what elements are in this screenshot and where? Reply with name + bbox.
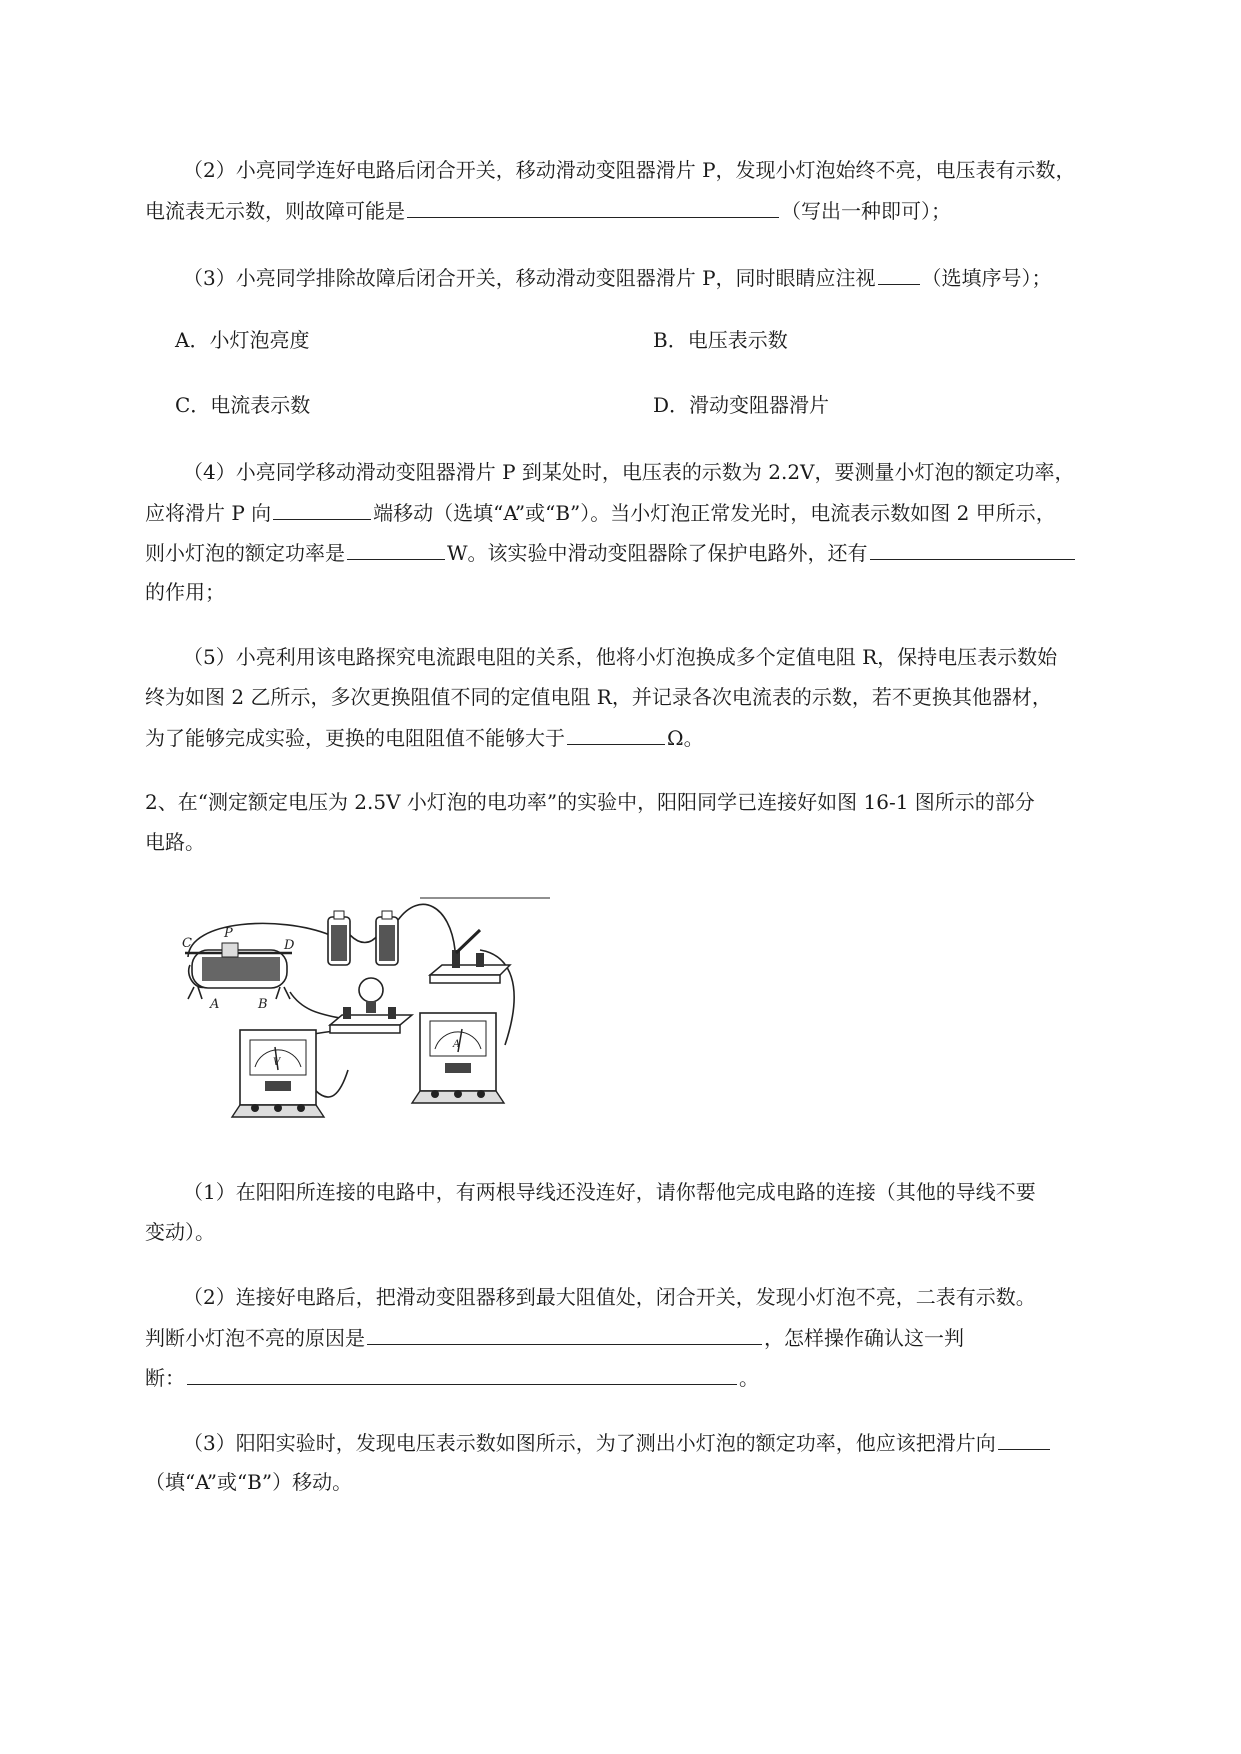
q1-p5-line2: 终为如图 2 乙所示，多次更换阻值不同的定值电阻 R，并记录各次电流表的示数，若不更换其他器材， — [145, 685, 1052, 709]
q1-p4-text: 则小灯泡的额定功率是 — [145, 541, 345, 565]
wire — [290, 992, 348, 1020]
q2-intro-line2: 电路。 — [145, 830, 205, 854]
q1-p2-line2 — [145, 195, 951, 226]
option-a: A．小灯泡亮度 — [175, 328, 310, 352]
q2-p3-line1 — [183, 1427, 1052, 1458]
q2-p2-text: 断： — [145, 1366, 185, 1390]
q1-p3-text: （3）小亮同学排除故障后闭合开关，移动滑动变阻器滑片 P，同时眼睛应注视 — [183, 266, 876, 290]
q1-p5-line3 — [145, 722, 704, 753]
answer-blank[interactable] — [347, 537, 445, 560]
answer-blank[interactable] — [998, 1427, 1050, 1450]
q1-p3-text: （选填序号）； — [921, 266, 1052, 290]
q1-p4-line4: 的作用； — [145, 580, 225, 604]
q1-p5-text: Ω。 — [667, 726, 704, 750]
q2-p2-text: ，怎样操作确认这一判 — [764, 1326, 964, 1350]
ammeter-icon — [412, 1013, 504, 1103]
q1-p4-text: 应将滑片 P 向 — [145, 501, 272, 525]
q1-p2-text: 电流表无示数，则故障可能是 — [145, 199, 405, 223]
answer-blank[interactable] — [870, 537, 1075, 560]
q2-p2-line2 — [145, 1322, 964, 1353]
q2-p3-text: （3）阳阳实验时，发现电压表示数如图所示，为了测出小灯泡的额定功率，他应该把滑片向 — [183, 1431, 996, 1455]
answer-blank[interactable] — [407, 195, 779, 218]
bulb-icon — [330, 978, 412, 1033]
option-b: B．电压表示数 — [653, 328, 788, 352]
wire — [350, 935, 378, 943]
option-c: C．电流表示数 — [175, 393, 311, 417]
q1-p4-line3 — [145, 537, 1077, 568]
answer-blank[interactable] — [367, 1322, 762, 1345]
q2-p2-text: 判断小灯泡不亮的原因是 — [145, 1326, 365, 1350]
wire — [398, 904, 455, 950]
answer-blank[interactable] — [878, 262, 920, 285]
label-b: B — [258, 997, 268, 1012]
wire — [315, 1070, 348, 1097]
answer-blank[interactable] — [567, 722, 665, 745]
label-d: D — [284, 938, 295, 953]
option-d: D．滑动变阻器滑片 — [653, 393, 830, 417]
label-p: P — [224, 926, 233, 941]
q1-p4-line2 — [145, 497, 1056, 528]
q1-p2-text: （写出一种即可）； — [781, 199, 951, 223]
q1-p4-text: W。该实验中滑动变阻器除了保护电路外，还有 — [447, 541, 868, 565]
q1-p4-line1: （4）小亮同学移动滑动变阻器滑片 P 到某处时，电压表的示数为 2.2V，要测量小灯泡的额定功率， — [183, 460, 1075, 484]
q1-p5-text: 为了能够完成实验，更换的电阻阻值不能够大于 — [145, 726, 565, 750]
q2-p1-line1: （1）在阳阳所连接的电路中，有两根导线还没连好，请你帮他完成电路的连接（其他的导线不要 — [183, 1180, 1036, 1204]
battery-icon — [328, 911, 350, 965]
rheostat-icon — [185, 943, 292, 999]
q1-p3-line1 — [183, 262, 1052, 293]
label-v: V — [273, 1057, 281, 1068]
answer-blank[interactable] — [273, 497, 371, 520]
q2-p2-line1: （2）连接好电路后，把滑动变阻器移到最大阻值处，闭合开关，发现小灯泡不亮，二表有示数。 — [183, 1285, 1036, 1309]
q2-intro-line1: 2、在“测定额定电压为 2.5V 小灯泡的电功率”的实验中，阳阳同学已连接好如图 16-1 图所示的部分 — [145, 790, 1035, 814]
battery-icon — [376, 911, 398, 965]
q2-p1-line2: 变动）。 — [145, 1220, 215, 1244]
voltmeter-icon — [232, 1030, 324, 1117]
q2-p3-line2: （填“A”或“B”）移动。 — [145, 1470, 353, 1494]
q1-p4-text: 端移动（选填“A”或“B”）。当小灯泡正常发光时，电流表示数如图 2 甲所示， — [373, 501, 1056, 525]
q2-p2-line3 — [145, 1362, 759, 1393]
circuit-figure — [180, 895, 552, 1125]
q2-p2-text: 。 — [739, 1366, 759, 1390]
label-c: C — [182, 936, 192, 951]
answer-blank[interactable] — [187, 1362, 737, 1385]
q1-p5-line1: （5）小亮利用该电路探究电流跟电阻的关系，他将小灯泡换成多个定值电阻 R，保持电压表示数始 — [183, 645, 1058, 669]
label-a: A — [210, 997, 220, 1012]
label-amp: A — [453, 1039, 461, 1050]
q1-p2-line1: （2）小亮同学连好电路后闭合开关，移动滑动变阻器滑片 P，发现小灯泡始终不亮，电压表有示数， — [183, 158, 1076, 182]
